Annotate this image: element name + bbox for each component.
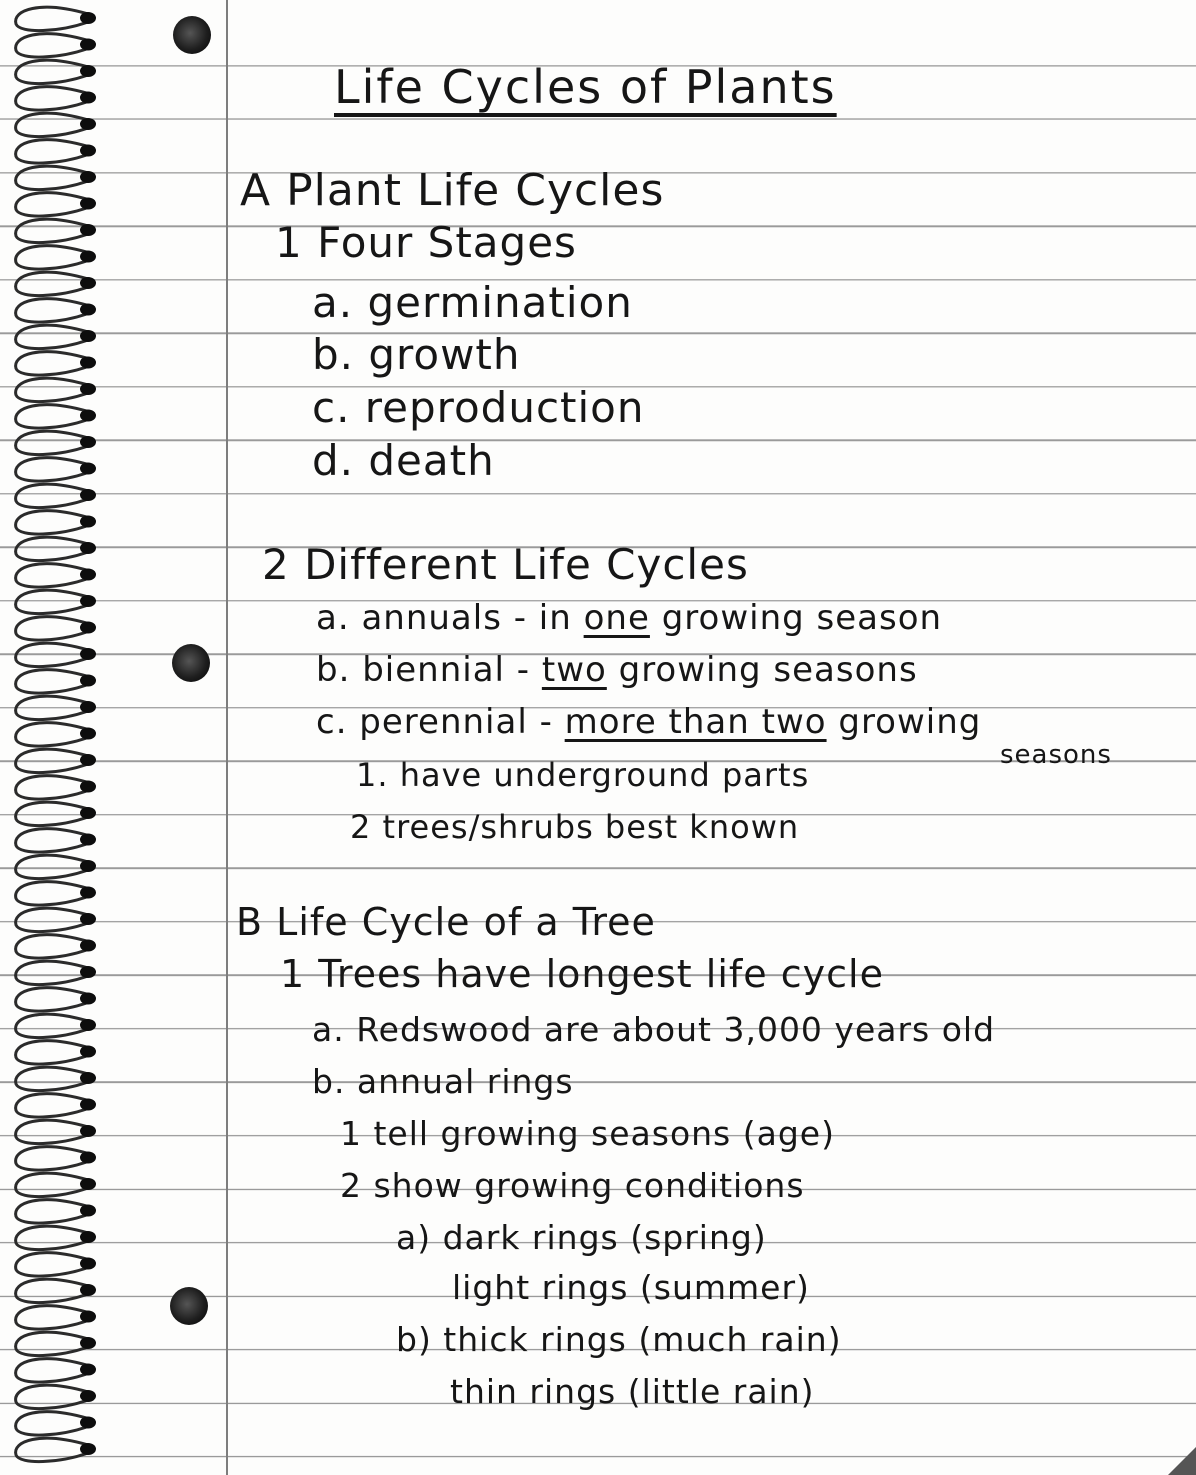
biennial-prefix: b. biennial - xyxy=(316,650,542,690)
spiral-hole xyxy=(80,993,96,1005)
spiral-coil xyxy=(16,484,88,507)
margin-line xyxy=(226,0,228,1475)
biennial-emphasis: two xyxy=(541,650,607,690)
spiral-hole xyxy=(80,569,96,581)
annuals-suffix: growing season xyxy=(649,598,943,638)
spiral-hole xyxy=(80,383,96,395)
spiral-coil xyxy=(16,140,88,163)
spiral-hole xyxy=(80,198,96,210)
spiral-hole xyxy=(80,860,96,872)
spiral-hole xyxy=(80,754,96,766)
spiral-coil xyxy=(16,643,88,666)
spiral-coil xyxy=(16,988,88,1011)
spiral-coil xyxy=(16,1332,88,1355)
spiral-coil xyxy=(16,1200,88,1223)
spiral-hole xyxy=(80,648,96,660)
annual-rings-item: b. annual rings xyxy=(312,1062,574,1101)
perennial-line xyxy=(316,702,981,742)
biennial-line xyxy=(316,650,918,690)
spiral-coil xyxy=(16,219,88,242)
spiral-coil xyxy=(16,1147,88,1170)
page-corner-fold xyxy=(1168,1447,1196,1475)
perennial-sub-item: 2 trees/shrubs best known xyxy=(350,808,800,846)
spiral-hole xyxy=(80,966,96,978)
spiral-coil xyxy=(16,1120,88,1143)
spiral-hole xyxy=(80,1205,96,1217)
spiral-coil xyxy=(16,378,88,401)
spiral-coil xyxy=(16,670,88,693)
spiral-coil xyxy=(16,802,88,825)
spiral-coil xyxy=(16,1041,88,1064)
ring-detail: b) thick rings (much rain) xyxy=(396,1320,842,1359)
spiral-coil xyxy=(16,60,88,83)
spiral-hole xyxy=(80,12,96,24)
spiral-hole xyxy=(80,251,96,263)
section-b-heading: B Life Cycle of a Tree xyxy=(236,900,656,944)
punch-hole-middle xyxy=(172,644,210,682)
spiral-hole xyxy=(80,940,96,952)
spiral-hole xyxy=(80,1337,96,1349)
annuals-prefix: a. annuals - in xyxy=(316,598,584,638)
spiral-hole xyxy=(80,65,96,77)
spiral-hole xyxy=(80,516,96,528)
spiral-hole xyxy=(80,728,96,740)
spiral-coil xyxy=(16,961,88,984)
spiral-hole xyxy=(80,1125,96,1137)
spiral-coil xyxy=(16,696,88,719)
rings-sub-item: 1 tell growing seasons (age) xyxy=(340,1114,835,1153)
spiral-hole xyxy=(80,1072,96,1084)
punch-hole-bottom xyxy=(170,1287,208,1325)
spiral-hole xyxy=(80,118,96,130)
spiral-coil xyxy=(16,87,88,110)
ring-detail: thin rings (little rain) xyxy=(450,1372,815,1411)
spiral-hole xyxy=(80,913,96,925)
biennial-suffix: growing seasons xyxy=(606,650,918,690)
spiral-coil xyxy=(16,7,88,30)
spiral-hole xyxy=(80,92,96,104)
ring-detail: a) dark rings (spring) xyxy=(396,1218,767,1257)
spiral-hole xyxy=(80,1099,96,1111)
spiral-coil xyxy=(16,908,88,931)
stage-item: c. reproduction xyxy=(312,383,645,432)
spiral-hole xyxy=(80,277,96,289)
punch-hole-top xyxy=(173,16,211,54)
spiral-coil xyxy=(16,431,88,454)
spiral-coil xyxy=(16,1253,88,1276)
spiral-hole xyxy=(80,1417,96,1429)
spiral-coil xyxy=(16,458,88,481)
spiral-hole xyxy=(80,304,96,316)
different-life-cycles-heading: 2 Different Life Cycles xyxy=(262,540,749,589)
spiral-hole xyxy=(80,834,96,846)
four-stages-heading: 1 Four Stages xyxy=(275,218,577,267)
spiral-coil xyxy=(16,1306,88,1329)
spiral-hole xyxy=(80,622,96,634)
spiral-hole xyxy=(80,1178,96,1190)
spiral-hole xyxy=(80,1364,96,1376)
spiral-coil xyxy=(16,617,88,640)
redwood-item: a. Redswood are about 3,000 years old xyxy=(312,1010,996,1049)
rings-sub-item: 2 show growing conditions xyxy=(340,1166,805,1205)
spiral-coil xyxy=(16,564,88,587)
spiral-coil xyxy=(16,1067,88,1090)
spiral-hole xyxy=(80,1152,96,1164)
trees-point: 1 Trees have longest life cycle xyxy=(280,952,884,996)
spiral-coil xyxy=(16,272,88,295)
spiral-hole xyxy=(80,675,96,687)
spiral-coil xyxy=(16,829,88,852)
stage-item: d. death xyxy=(312,436,495,485)
spiral-coil xyxy=(16,1014,88,1037)
spiral-coil xyxy=(16,776,88,799)
stage-item: a. germination xyxy=(312,278,633,327)
spiral-hole xyxy=(80,171,96,183)
spiral-hole xyxy=(80,1390,96,1402)
spiral-hole xyxy=(80,781,96,793)
spiral-coil xyxy=(16,1173,88,1196)
page-title: Life Cycles of Plants xyxy=(334,60,837,114)
spiral-hole xyxy=(80,1443,96,1455)
spiral-coils xyxy=(0,0,100,1475)
spiral-hole xyxy=(80,1284,96,1296)
spiral-coil xyxy=(16,1226,88,1249)
spiral-coil xyxy=(16,855,88,878)
spiral-hole xyxy=(80,595,96,607)
spiral-coil xyxy=(16,352,88,375)
spiral-hole xyxy=(80,701,96,713)
spiral-hole xyxy=(80,1258,96,1270)
spiral-coil xyxy=(16,1279,88,1302)
spiral-coil xyxy=(16,246,88,269)
spiral-hole xyxy=(80,39,96,51)
perennial-wrap: seasons xyxy=(1000,740,1112,770)
spiral-hole xyxy=(80,436,96,448)
spiral-hole xyxy=(80,145,96,157)
spiral-coil xyxy=(16,749,88,772)
spiral-hole xyxy=(80,1311,96,1323)
spiral-coil xyxy=(16,299,88,322)
section-a-heading: A Plant Life Cycles xyxy=(240,165,665,216)
spiral-coil xyxy=(16,882,88,905)
spiral-hole xyxy=(80,1019,96,1031)
ring-detail: light rings (summer) xyxy=(452,1268,810,1307)
perennial-suffix: growing xyxy=(826,702,982,742)
spiral-coil xyxy=(16,1385,88,1408)
spiral-hole xyxy=(80,410,96,422)
spiral-coil xyxy=(16,935,88,958)
spiral-hole xyxy=(80,887,96,899)
spiral-coil xyxy=(16,1094,88,1117)
annuals-line xyxy=(316,598,942,638)
spiral-coil xyxy=(16,34,88,57)
spiral-hole xyxy=(80,330,96,342)
perennial-sub-item: 1. have underground parts xyxy=(356,756,810,794)
spiral-coil xyxy=(16,166,88,189)
spiral-hole xyxy=(80,807,96,819)
spiral-coil xyxy=(16,511,88,534)
spiral-coil xyxy=(16,1438,88,1461)
spiral-hole xyxy=(80,542,96,554)
spiral-hole xyxy=(80,1046,96,1058)
spiral-hole xyxy=(80,357,96,369)
spiral-coil xyxy=(16,405,88,428)
spiral-hole xyxy=(80,1231,96,1243)
stage-item: b. growth xyxy=(312,330,521,379)
spiral-coil xyxy=(16,1359,88,1382)
spiral-coil xyxy=(16,193,88,216)
spiral-coil xyxy=(16,537,88,560)
spiral-coil xyxy=(16,1412,88,1435)
spiral-coil xyxy=(16,113,88,136)
annuals-emphasis: one xyxy=(583,598,650,638)
spiral-hole xyxy=(80,463,96,475)
spiral-binding xyxy=(0,0,100,1475)
spiral-coil xyxy=(16,590,88,613)
perennial-emphasis: more than two xyxy=(564,702,827,742)
spiral-hole xyxy=(80,489,96,501)
spiral-coil xyxy=(16,723,88,746)
spiral-hole xyxy=(80,224,96,236)
spiral-coil xyxy=(16,325,88,348)
perennial-prefix: c. perennial - xyxy=(316,702,565,742)
